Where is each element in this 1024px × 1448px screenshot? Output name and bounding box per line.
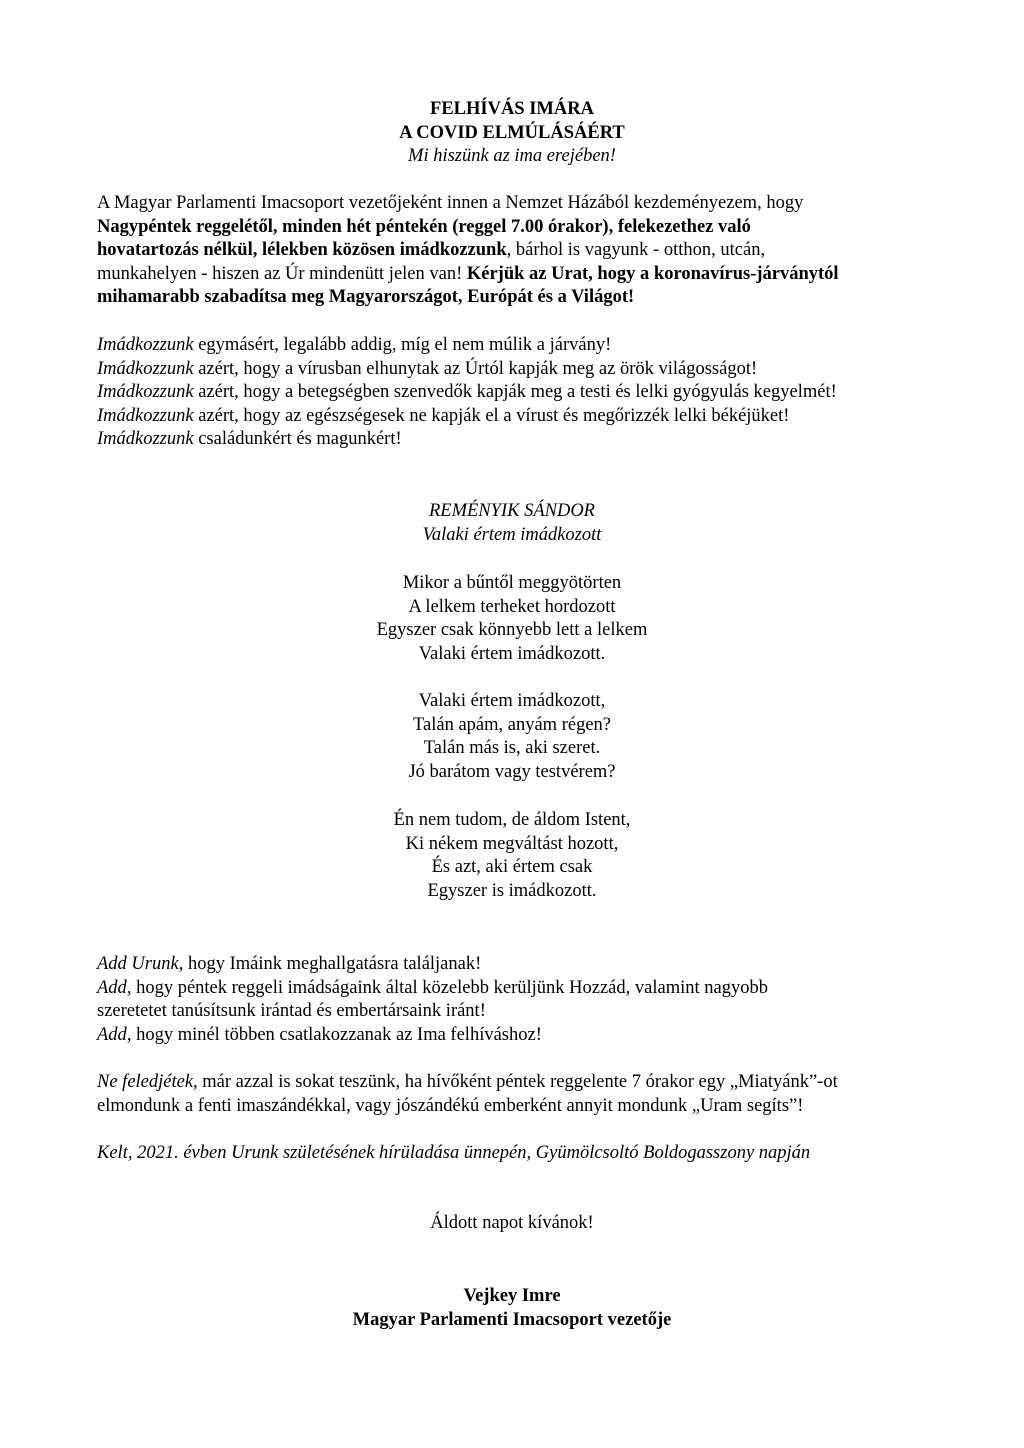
prayer-line — [97, 428, 927, 452]
prayer-line — [97, 381, 927, 405]
subtitle: Mi hiszünk az ima erejében! — [408, 146, 616, 166]
intro-bold-text: Kérjük az Urat, hogy a koronavírus-járványtól — [466, 263, 839, 284]
intro-paragraph — [97, 192, 927, 310]
document-header — [97, 98, 927, 169]
intro-line — [97, 263, 927, 287]
poem-line: Jó barátom vagy testvérem? — [408, 761, 616, 782]
prayer-text: egymásért, legalább addig, míg el nem múlik a járvány! — [193, 335, 612, 355]
signature-name: Vejkey Imre — [463, 1286, 561, 1306]
prayer-lead: Imádkozzunk — [97, 382, 194, 402]
greeting-block — [97, 1212, 927, 1236]
dated-line-block — [97, 1142, 927, 1166]
prayer-lead: Imádkozzunk — [97, 335, 194, 355]
petition-text: , hogy péntek reggeli imádságaink által közelebb kerüljünk Hozzád, valamint nagyobb — [126, 977, 768, 998]
intro-text: munkahelyen - hiszen az Úr mindenütt jelen van! — [97, 263, 467, 284]
petition-line — [97, 1024, 927, 1048]
prayer-lead: Imádkozzunk — [97, 358, 194, 379]
poem-stanza-3 — [97, 809, 927, 903]
petition-text: , hogy Imáink meghallgatásra találjanak! — [178, 954, 482, 974]
reminder-text: már azzal is sokat teszünk, ha hívőként péntek reggelente 7 órakor egy „Miatyánk”-ot — [197, 1072, 838, 1092]
intro-bold-text: hovatartozás nélkül, lélekben közösen imádkozzunk — [97, 240, 507, 260]
reminder-paragraph — [97, 1071, 927, 1118]
poem-stanza-2 — [97, 690, 927, 784]
poem-line: És azt, aki értem csak — [431, 857, 593, 877]
petitions — [97, 953, 927, 1047]
signature-block — [97, 1285, 927, 1332]
poem-line: Egyszer csak könnyebb lett a lelkem — [376, 620, 648, 640]
poem-line: Én nem tudom, de áldom Istent, — [393, 810, 631, 830]
poem-line: Valaki értem imádkozott, — [418, 691, 606, 711]
intro-text: , bárhol is vagyunk - otthon, utcán, — [506, 240, 766, 260]
title-line-2: A COVID ELMÚLÁSÁÉRT — [399, 122, 625, 143]
petition-lead: Add Urunk — [97, 954, 179, 974]
title-line-1: FELHÍVÁS IMÁRA — [430, 99, 594, 119]
poem-line: Valaki értem imádkozott. — [418, 643, 606, 664]
intro-line: mihamarabb szabadítsa meg Magyarországot, Európát és a Világot! — [97, 287, 635, 307]
petition-lead: Add — [97, 1024, 127, 1045]
prayer-lead: Imádkozzunk — [97, 429, 194, 449]
petition-line — [97, 977, 927, 1001]
poem-heading — [97, 500, 927, 547]
intro-line: Nagypéntek reggelétől, minden hét péntekén (reggel 7.00 órakor), felekezethez való — [97, 216, 751, 237]
reminder-lead: Ne feledjétek, — [97, 1072, 198, 1092]
poem-line: Talán más is, aki szeret. — [423, 738, 601, 758]
petition-lead: Add — [97, 977, 127, 998]
poem-line: A lelkem terheket hordozott — [408, 596, 616, 617]
poem-line: Egyszer is imádkozott. — [427, 880, 597, 901]
prayer-list — [97, 334, 927, 452]
prayer-line — [97, 334, 927, 358]
prayer-text: családunkért és magunkért! — [193, 429, 402, 449]
prayer-line — [97, 358, 927, 382]
poem-title: Valaki értem imádkozott — [422, 524, 602, 545]
prayer-text: azért, hogy a vírusban elhunytak az Úrtól kapják meg az örök világosságot! — [193, 358, 758, 379]
signature-role: Magyar Parlamenti Imacsoport vezetője — [352, 1309, 672, 1330]
poem-author: REMÉNYIK SÁNDOR — [429, 501, 595, 521]
poem-line: Talán apám, anyám régen? — [413, 714, 611, 735]
poem-line: Ki nékem megváltást hozott, — [405, 833, 619, 854]
dated-line: Kelt, 2021. évben Urunk születésének hírüladása ünnepén, Gyümölcsoltó Boldogasszony napján — [97, 1143, 811, 1163]
petition-text: , hogy minél többen csatlakozzanak az Ima felhíváshoz! — [126, 1024, 542, 1045]
reminder-line — [97, 1071, 927, 1095]
prayer-lead: Imádkozzunk — [97, 405, 194, 426]
intro-line — [97, 239, 927, 263]
prayer-text: azért, hogy a betegségben szenvedők kapják meg a testi és lelki gyógyulás kegyelmét! — [193, 382, 837, 402]
petition-line: szeretetet tanúsítsunk irántad és embertársaink iránt! — [97, 1001, 486, 1021]
petition-line — [97, 953, 927, 977]
poem-stanza-1 — [97, 572, 927, 666]
prayer-line — [97, 405, 927, 429]
poem-line: Mikor a bűntől meggyötörten — [402, 573, 622, 593]
reminder-line: elmondunk a fenti imaszándékkal, vagy jószándékú emberként annyit mondunk „Uram segíts”! — [97, 1095, 804, 1116]
intro-line: A Magyar Parlamenti Imacsoport vezetőjeként innen a Nemzet Házából kezdeményezem, hogy — [97, 193, 804, 213]
greeting: Áldott napot kívánok! — [430, 1213, 594, 1233]
prayer-text: azért, hogy az egészségesek ne kapják el a vírust és megőrizzék lelki békéjüket! — [193, 405, 790, 426]
